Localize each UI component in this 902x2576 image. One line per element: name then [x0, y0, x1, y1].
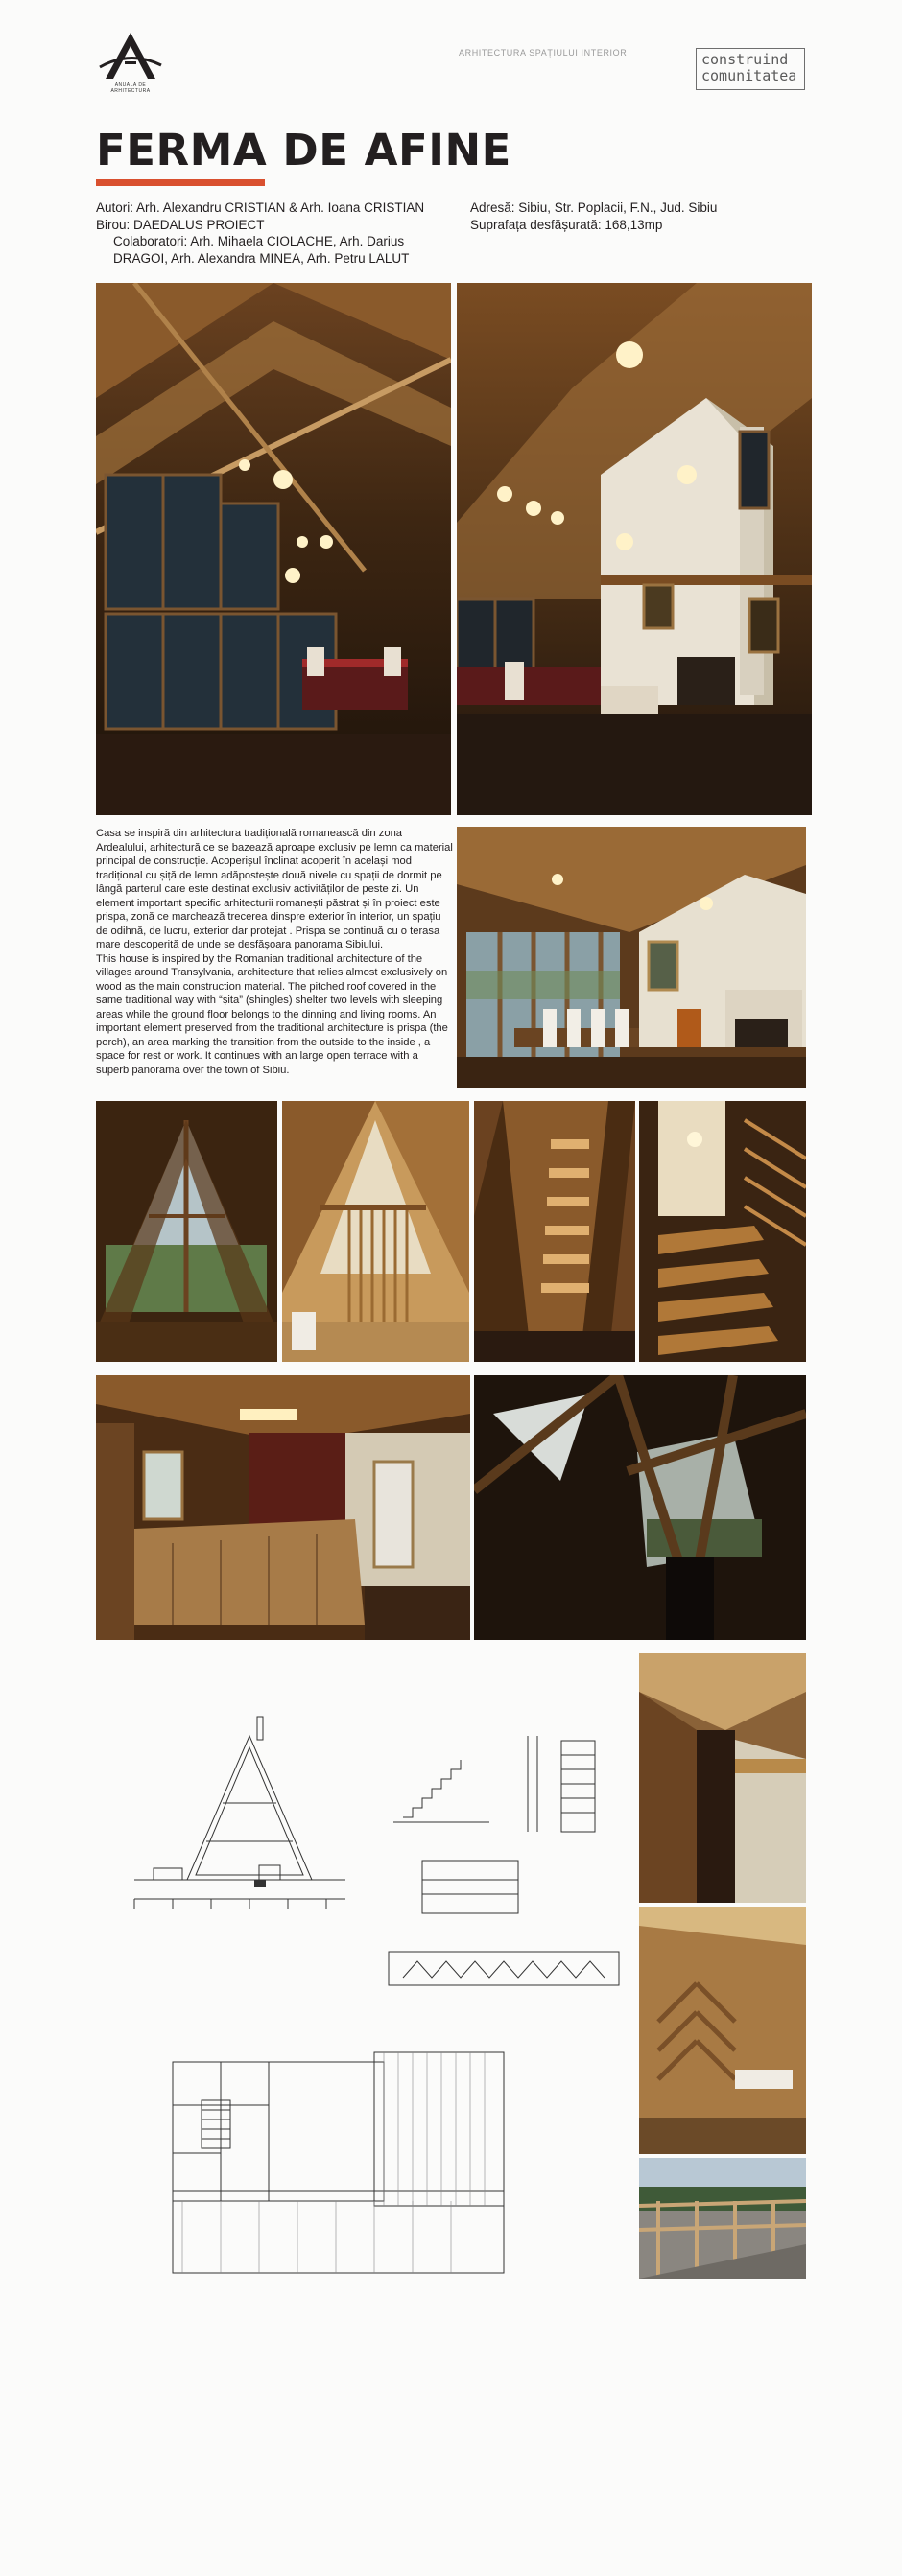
photo-staircase-from-below — [474, 1101, 635, 1362]
badge-line-2: comunitatea — [701, 67, 797, 84]
logo-caption: ANUALA DE ARHITECTURA — [110, 82, 151, 94]
title-underline — [96, 179, 265, 186]
credits-block — [96, 199, 461, 267]
photo-geometric-windows — [474, 1375, 806, 1640]
photo-dining-fireplace — [457, 827, 806, 1088]
project-title: FERMA DE AFINE — [96, 125, 511, 176]
floor-area: Suprafața desfășurată: 168,13mp — [470, 217, 663, 232]
drawing-cross-section — [115, 1707, 365, 1937]
section-label: ARHITECTURA SPAȚIULUI INTERIOR — [459, 48, 628, 58]
address: Adresă: Sibiu, Str. Poplacii, F.N., Jud. Sibiu — [470, 200, 718, 215]
collaborators-line-2: DRAGOI, Arh. Alexandra MINEA, Arh. Petru LALUT — [113, 250, 410, 266]
description-romanian: Casa se inspiră din arhitectura tradițională romanească din zona Ardealului, arhitectură ce se bazează aproape exclusiv pe lemn ca material principal de construcție. Acoperișul înclinat acoperit în același mod tradițional cu șiță de lemn adăpostește două nivele cu spații de dormit pe lângă parterul care este destinat exclusiv activităților de peste zi. Un element important specific arhitecturii romanești păstrat și în proiect este prispa, zonă ce marchează trecerea dinspre exterior în interior, un spațiu de odihnă, de lucru, exterior dar protejat . Prispa se continuă cu o terasa mare descoperită de unde se desfășoara panorama Sibiului. — [96, 828, 453, 950]
site-info-block — [470, 199, 816, 233]
construind-comunitatea-logo — [696, 48, 805, 90]
drawing-stair-details — [384, 1726, 624, 1995]
photo-hallway — [639, 1653, 806, 1903]
photo-interior-dining-gable — [96, 283, 451, 815]
photo-bathroom — [639, 1907, 806, 2154]
office: Birou: DAEDALUS PROIECT — [96, 217, 265, 232]
photo-attic-gable-window — [96, 1101, 277, 1362]
description-english: This house is inspired by the Romanian traditional architecture of the villages around Transylvania, architecture that relies almost exclusively on wood as the main construction material. The pitched roof covered in the same traditional way with “șita” (shingles) shelter two levels with sleeping areas while the ground floor belongs to the dinning and living rooms. An important element preserved from the traditional architecture is prispa (the porch), an area marking the transition from the outside to the inside , a space for rest or work. It continues with an large open terrace with a superb panorama over the town of Sibiu. — [96, 952, 448, 1076]
photo-kitchen — [96, 1375, 470, 1640]
project-description — [96, 827, 453, 1077]
photo-interior-double-height — [457, 283, 812, 815]
annual-architecture-logo — [96, 29, 165, 94]
photo-attic-railing — [282, 1101, 469, 1362]
badge-line-1: construind — [701, 51, 789, 68]
authors: Autori: Arh. Alexandru CRISTIAN & Arh. Ioana CRISTIAN — [96, 200, 425, 215]
drawing-floor-plan — [163, 2048, 509, 2278]
collaborators-line-1: Colaboratori: Arh. Mihaela CIOLACHE, Arh. Darius — [113, 234, 405, 248]
photo-staircase-from-above — [639, 1101, 806, 1362]
photo-terrace-railing — [639, 2158, 806, 2279]
